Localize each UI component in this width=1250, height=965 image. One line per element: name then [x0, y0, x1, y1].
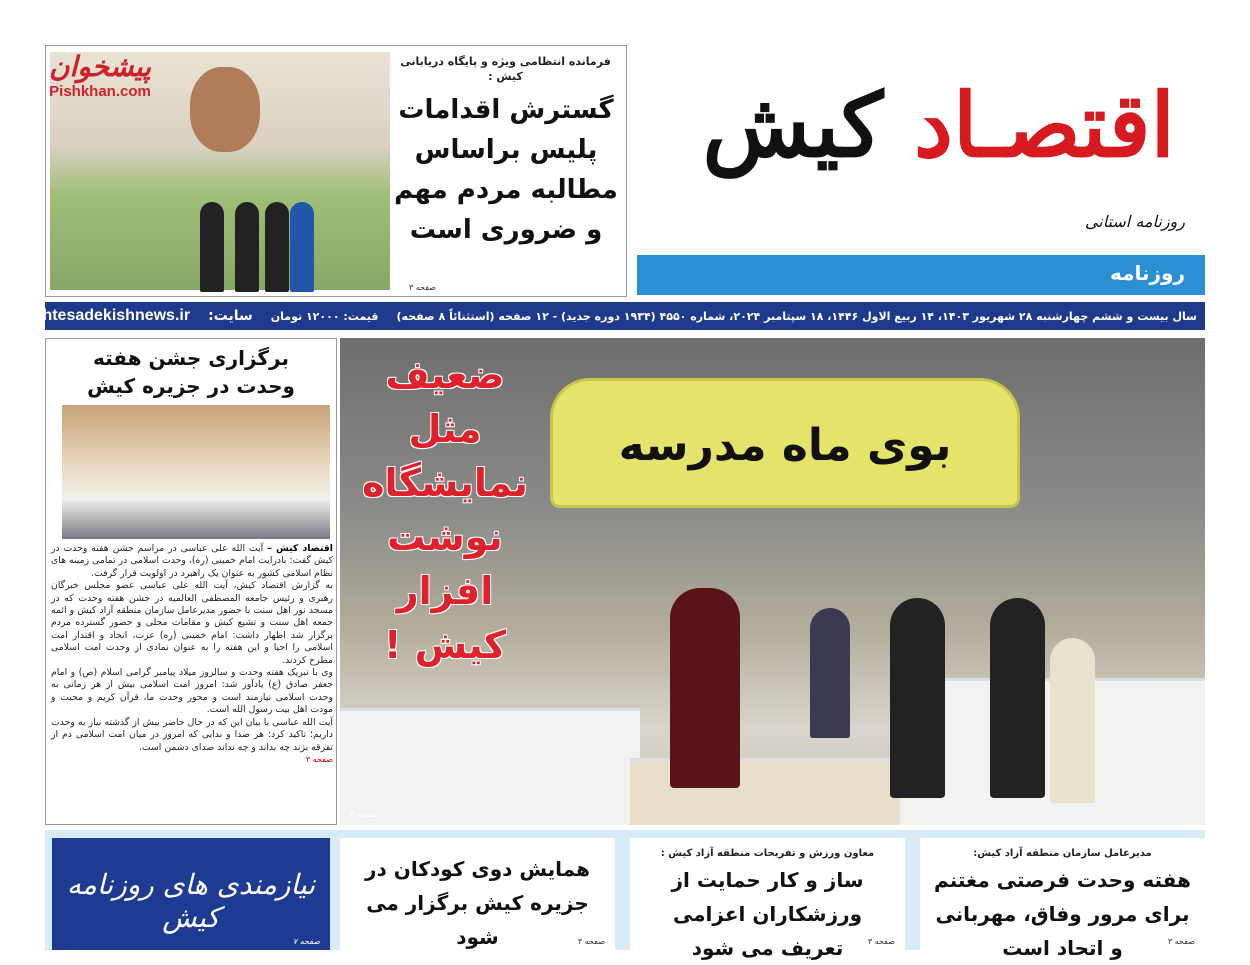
- bottom-card[interactable]: [340, 838, 615, 950]
- card-kicker: معاون ورزش و تفریحات منطقه آزاد کیش :: [660, 848, 875, 859]
- main-page-ref: صفحه ۳: [350, 810, 378, 819]
- watermark-en: Pishkhan.com: [49, 83, 151, 100]
- info-bar: [23, 302, 1205, 330]
- banner: بوی ماه مدرسه: [550, 378, 1020, 508]
- ceremony-photo: [62, 405, 330, 539]
- paragraph: آیت الله عباسی با بیان این که در حال حاضر بیش از گذشته نیاز به وحدت داریم؛ تاکید کرد: هر صدا و ندایی که امروز در میان امت اسلامی دم از تفرقه بزند چه بداند و چه نداند صدای دشمن است.: [51, 716, 333, 753]
- page-ref: صفحه ۳: [867, 937, 895, 946]
- left-story-headline[interactable]: برگزاری جشن هفته وحدت در جزیره کیش: [87, 346, 295, 398]
- main-photo: [340, 338, 1205, 825]
- page-ref: صفحه ۳: [305, 754, 333, 764]
- card-kicker: مدیرعامل سازمان منطقه آزاد کیش:: [973, 848, 1152, 859]
- paragraph: وی با تبریک هفته وحدت و سالروز میلاد پیامبر گرامی اسلام (ص) و امام جعفر صادق (ع) یادآور شد: امروز امت اسلامی بیش از هر زمانی به وحدت اسلامی نیازمند است و محور وحدت ما، قرآن کریم و محبت و مودت اهل بیت رسول الله است.: [51, 667, 333, 716]
- page-ref: صفحه ۳: [1167, 937, 1195, 946]
- paragraph: آیت الله علی عباسی در مراسم جشن هفته وحدت در کیش گفت: بادرایت امام خمینی (ره)، وحدت اسلامی در تمامی زمینه های نظام اسلامی کشور به عنوان یک راهبرد در اولویت قرار گرفت.: [51, 543, 333, 579]
- left-story[interactable]: [45, 338, 337, 825]
- tagline: روزنامه استانی: [1084, 212, 1185, 231]
- newspaper-logo: [703, 50, 1175, 200]
- issue-info: سال بیست و ششم چهارشنبه ۲۸ شهریور ۱۴۰۳، ۱۴ ربیع الاول ۱۴۴۶، ۱۸ سپتامبر ۲۰۲۴، شماره ۴۵۵۰ (۱۹۳۴ دوره جدید) - ۱۲ صفحه (استثنائاً ۸ صفحه): [396, 309, 1197, 323]
- watermark-fa: پیشخوان: [48, 50, 152, 83]
- pishkhan-watermark: [35, 50, 165, 100]
- top-story-page-ref: صفحه ۳: [408, 283, 436, 292]
- logo-part-kish: کیش: [702, 73, 884, 177]
- masthead-bar: روزنامه: [637, 255, 1205, 295]
- card-headline[interactable]: هفته وحدت فرصتی مغتنم برای مرور وفاق، مهربانی و اتحاد است: [934, 868, 1191, 960]
- paragraph: به گزارش اقتصاد کیش، آیت الله علی عباسی عضو مجلس خبرگان رهبری و رئیس جامعه المصطفی العالمیه در جشن هفته وحدت که در مسجد نور اهل سنت با حضور مدیرعامل سازمان منطقه آزاد کیش و ائمه جمعه اهل سنت و تشیع کیش و مقامات محلی و حضور گسترده مردم برگزار شد اظهار داشت: امام خمینی (ره) عزت، اتحاد و اقتدار امت اسلامی را احیا و این هفته را به عنوان نمادی از وحدت امت اسلامی مطرح کردند.: [51, 580, 333, 666]
- page-ref: صفحه ۳: [577, 937, 605, 946]
- masthead: [637, 40, 1205, 255]
- site-link[interactable]: eghtesadekishnews.ir: [23, 307, 191, 324]
- page-ref: صفحه ۷: [292, 937, 320, 946]
- logo-part-eghtesad: اقتصـاد: [913, 73, 1175, 177]
- lead-source: اقتصاد کیش –: [267, 543, 333, 554]
- price: قیمت: ۱۲۰۰۰ تومان: [270, 309, 379, 323]
- bottom-card[interactable]: [630, 838, 905, 960]
- top-story-kicker: فرمانده انتظامی ویژه و پایگاه دریابانی کیش :: [400, 55, 611, 83]
- site-label: سایت:: [208, 308, 253, 324]
- classifieds-title: نیازمندی های روزنامه کیش: [66, 868, 316, 934]
- classifieds-box[interactable]: [52, 838, 330, 950]
- card-headline[interactable]: ساز و کار حمایت از ورزشکاران اعزامی تعریف می شود: [671, 868, 864, 960]
- main-headline[interactable]: ضعیف مثل نمایشگاه نوشت افزار کیش !: [362, 353, 528, 667]
- left-story-body: [51, 543, 333, 765]
- card-headline[interactable]: همایش دوی کودکان در جزیره کیش برگزار می شود: [365, 857, 590, 949]
- top-story-headline[interactable]: گسترش اقدامات پلیس براساس مطالبه مردم مهم و ضروری است: [394, 95, 618, 245]
- bottom-card[interactable]: [920, 838, 1205, 960]
